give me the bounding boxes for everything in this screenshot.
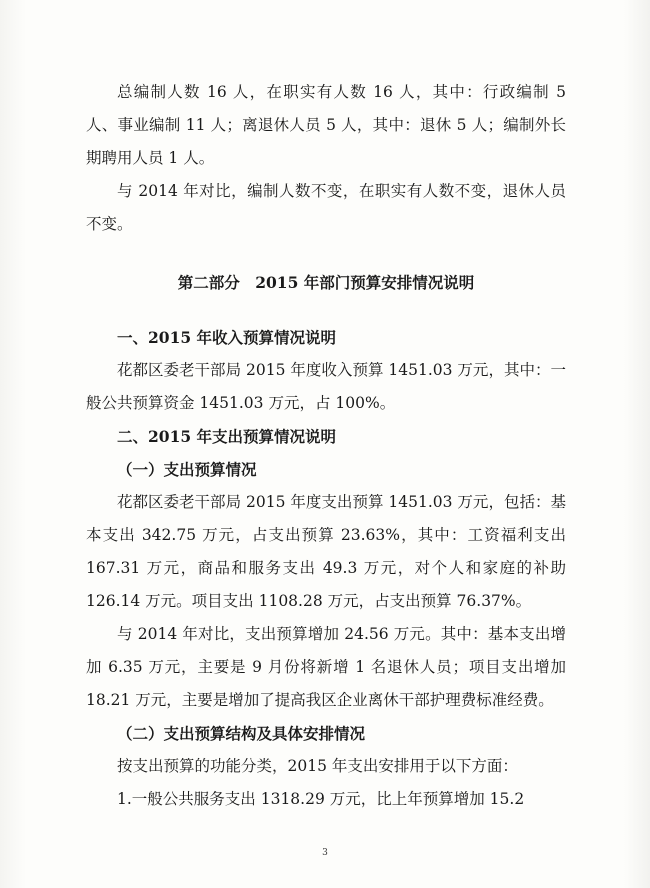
general-public-services-paragraph: 1.一般公共服务支出 1318.29 万元，比上年预算增加 15.2 bbox=[117, 790, 525, 808]
functional-classification-paragraph: 按支出预算的功能分类，2015 年支出安排用于以下方面： bbox=[117, 757, 518, 775]
staffing-comparison-paragraph: 与 2014 年对比，编制人数不变，在职实有人数不变，退休人员不变。 bbox=[86, 182, 566, 233]
expenditure-section-heading: 二、2015 年支出预算情况说明 bbox=[117, 427, 337, 446]
staffing-paragraph: 总编制人数 16 人，在职实有人数 16 人，其中：行政编制 5 人、事业编制 11 人；离退休人员 5 人，其中：退休 5 人；编制外长期聘用人员 1 人。 bbox=[86, 83, 566, 167]
income-paragraph: 花都区委老干部局 2015 年度收入预算 1451.03 万元，其中：一般公共预算资金 1451.03 万元，占 100%。 bbox=[86, 361, 566, 412]
expenditure-paragraph: 花都区委老干部局 2015 年度支出预算 1451.03 万元，包括：基本支出 342.75 万元，占支出预算 23.63%，其中：工资福利支出 167.31 万元，商品和服务支出 49.3 万元，对个人和家庭的补助 126.14 万元。项目支出 1108.28 万元，占支出预算 76.37%。 bbox=[86, 493, 566, 610]
document-body bbox=[86, 76, 566, 816]
income-section-heading: 一、2015 年收入预算情况说明 bbox=[117, 328, 337, 347]
expenditure-structure-heading: （二）支出预算结构及具体安排情况 bbox=[117, 724, 366, 743]
part-two-heading: 第二部分 2015 年部门预算安排情况说明 bbox=[177, 273, 475, 292]
expenditure-overview-heading: （一）支出预算情况 bbox=[117, 460, 257, 479]
expenditure-comparison-paragraph: 与 2014 年对比，支出预算增加 24.56 万元。其中：基本支出增加 6.35 万元，主要是 9 月份将新增 1 名退休人员；项目支出增加 18.21 万元，主要是增加了提高我区企业离休干部护理费标准经费。 bbox=[86, 625, 566, 709]
page-number: 3 bbox=[322, 848, 328, 858]
